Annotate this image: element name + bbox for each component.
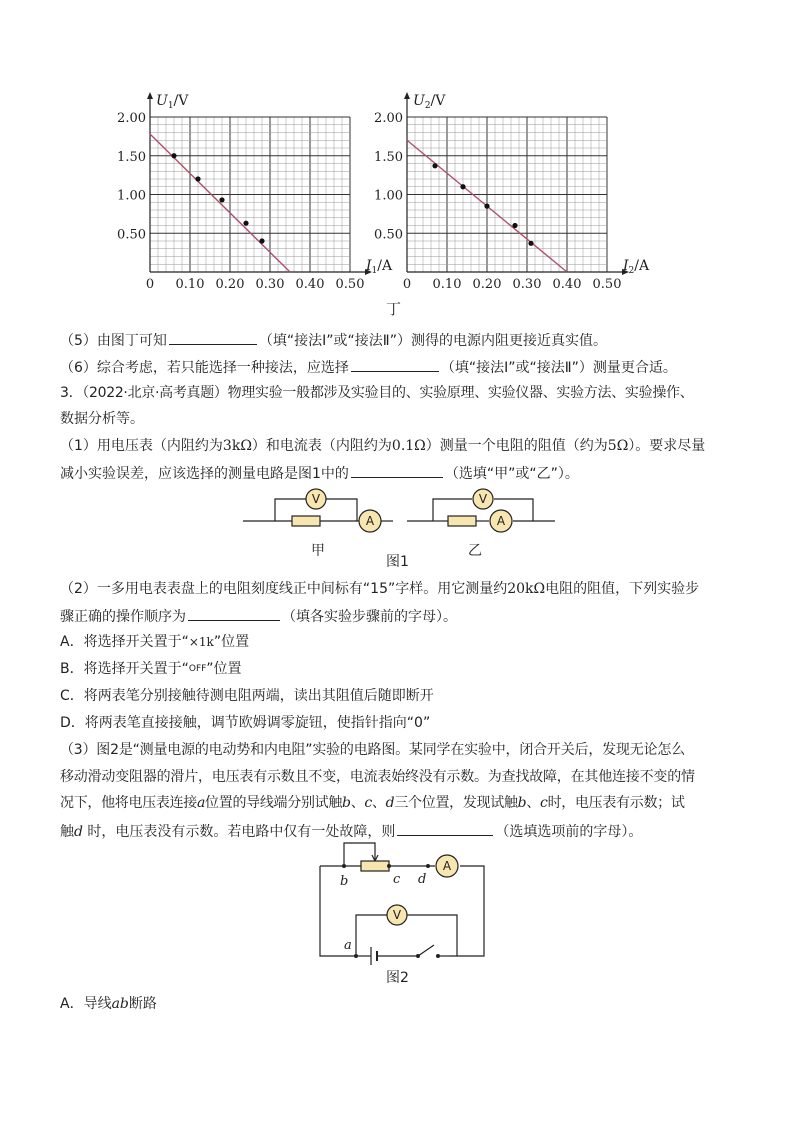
option-b <box>60 659 242 679</box>
right-chart-data-point <box>432 163 437 168</box>
right-chart-xtick-label: 0.10 <box>432 277 462 292</box>
node-a <box>354 954 358 958</box>
left-chart-ytick-label: 1.00 <box>117 188 146 204</box>
p1-resistance-resistor: 5Ω <box>607 438 629 454</box>
var-c: c <box>364 795 372 811</box>
p3-sep-3: 、 <box>526 795 541 811</box>
right-chart-ytick-label: 1.50 <box>374 149 403 165</box>
label-c: c <box>393 872 401 887</box>
option-b-text-a: B．将选择开关置于“ <box>60 661 189 677</box>
q3-part1-line1 <box>60 436 705 456</box>
left-chart-data-point <box>195 176 200 181</box>
label-d: d <box>418 872 427 887</box>
right-chart-xtick-label: 0.50 <box>592 277 622 292</box>
p3-text-c: 三个位置，发现试触 <box>394 795 518 811</box>
left-chart-ytick-label: 2.00 <box>117 111 146 126</box>
left-chart-x-axis-title: $I_1/A$ <box>366 258 393 276</box>
q3-part1-line2 <box>60 462 579 484</box>
q5-answer-blank[interactable] <box>169 329 257 345</box>
left-chart-data-point <box>243 221 248 226</box>
node-d <box>426 864 430 868</box>
left-chart-data-point <box>171 153 176 158</box>
switch-contact <box>436 954 440 958</box>
final-text-a: A．导线 <box>60 996 112 1012</box>
p3-sep-1: 、 <box>350 795 365 811</box>
left-chart-xtick-label: 0.30 <box>255 277 285 292</box>
voltmeter-label-jia: V <box>311 492 321 506</box>
p3-text-a: 况下，他将电压表连接 <box>60 795 197 811</box>
right-chart-ytick-label: 0.50 <box>374 227 403 243</box>
right-chart-xtick-label: 0.30 <box>512 277 542 292</box>
option-c: C．将两表笔分别接触待测电阻两端，读出其阻值后随即断开 <box>60 688 434 704</box>
p2-resistance: 20kΩ <box>507 581 546 597</box>
voltmeter-fig2-label: V <box>392 908 402 922</box>
ammeter-label-jia: A <box>365 514 375 528</box>
p2-text-d: （填各实验步骤前的字母）。 <box>282 609 457 625</box>
figure-2-caption: 图2 <box>386 970 409 986</box>
p1-text-e: 减小实验误差，应该选择的测量电路是图1中的 <box>60 466 349 482</box>
left-chart-xtick-label: 0.40 <box>295 277 325 292</box>
q3-part3-line2: 移动滑动变阻器的滑片，电压表有示数且不变，电流表始终没有示数。为查找故障，在其他连接不变的情 <box>60 769 695 785</box>
q3-part2-line2 <box>60 605 457 627</box>
chart-right-svg <box>365 88 685 298</box>
p1-text-a: （1）用电压表（内阻约为 <box>60 438 223 454</box>
var-d: d <box>385 795 395 811</box>
left-chart-xtick-label: 0.50 <box>335 277 365 292</box>
q6-answer-blank[interactable] <box>351 356 439 372</box>
p3-answer-blank[interactable] <box>397 820 493 836</box>
left-chart-data-point <box>259 238 264 243</box>
left-chart-xtick-label: 0 <box>145 277 155 292</box>
p2-text-a: （2）一多用电表表盘上的电阻刻度线正中间标有“15”字样。用它测量约 <box>60 581 508 597</box>
p1-answer-blank[interactable] <box>351 462 443 478</box>
right-chart-data-point <box>484 204 489 209</box>
resistor-yi <box>448 516 476 526</box>
figure-1-label-yi: 乙 <box>468 543 482 559</box>
q3-part3-line3 <box>60 793 685 813</box>
p3-text-f: 时，电压表没有示数。若电路中仅有一处故障，则 <box>82 824 396 840</box>
right-chart-y-axis-title: $U_2/V$ <box>413 93 446 111</box>
left-chart-xtick-label: 0.10 <box>175 277 205 292</box>
p3-text-e: 触 <box>60 824 74 840</box>
var-d-2: d <box>74 824 83 840</box>
right-chart-xtick-label: 0.40 <box>552 277 582 292</box>
node-b <box>342 864 346 868</box>
final-option-a <box>60 994 157 1014</box>
rheostat <box>361 861 389 871</box>
right-chart-data-point <box>528 241 533 246</box>
p1-resistance-voltmeter: 3kΩ <box>222 438 252 454</box>
var-b: b <box>342 795 351 811</box>
right-chart-ytick-label: 1.00 <box>374 188 403 204</box>
ammeter-fig2-label: A <box>442 859 452 873</box>
voltmeter-label-yi: V <box>478 492 488 506</box>
q3-part3-line1: （3）图2是“测量电源的电动势和内电阻”实验的电路图。某同学在实验中，闭合开关后，发现无论怎么 <box>60 742 685 758</box>
figure-2-circuit <box>310 835 500 965</box>
q3-intro-line1: 3．（2022·北京·高考真题）物理实验一般都涉及实验目的、实验原理、实验仪器、实验方法、实验操作、 <box>60 385 694 401</box>
resistor-jia <box>292 516 320 526</box>
var-c-2: c <box>540 795 548 811</box>
left-chart-ytick-label: 1.50 <box>117 149 146 165</box>
right-chart-x-axis-title: $I_2/A$ <box>623 258 650 276</box>
question-6 <box>60 356 677 378</box>
option-a-text-b: ”位置 <box>213 634 250 650</box>
p1-text-f: （选填“甲”或“乙”）。 <box>444 466 579 482</box>
right-chart-xtick-label: 0.20 <box>472 277 502 292</box>
chart-left-svg <box>110 88 400 298</box>
left-chart-y-axis-title: $U_1/V$ <box>156 93 189 111</box>
p1-text-b: ）和电流表（内阻约为 <box>251 438 392 454</box>
p1-text-d: ）。要求尽量 <box>628 438 706 454</box>
option-b-text-b: ”位置 <box>206 661 242 677</box>
q5-text-a: （5）由图丁可知 <box>60 333 167 349</box>
left-chart-ytick-label: 0.50 <box>117 227 146 243</box>
option-d: D．将两表笔直接接触，调节欧姆调零旋钮，使指针指向“0” <box>60 715 431 731</box>
left-chart-y-arrow <box>147 92 153 99</box>
q6-text-b: （填“接法Ⅰ”或“接法Ⅱ”）测量更合适。 <box>440 360 677 376</box>
right-chart-data-point <box>512 223 517 228</box>
left-chart-data-point <box>219 197 224 202</box>
right-chart-y-arrow <box>404 92 410 99</box>
chart-right <box>365 88 685 298</box>
figure-1-label-jia: 甲 <box>311 543 325 559</box>
p1-resistance-ammeter: 0.1Ω <box>391 438 426 454</box>
figure-1-caption: 图1 <box>386 554 409 570</box>
p3-sep-2: 、 <box>371 795 386 811</box>
ammeter-label-yi: A <box>496 514 506 528</box>
var-a: a <box>197 795 206 811</box>
p2-text-c: 骤正确的操作顺序为 <box>60 609 186 625</box>
p2-text-b: 电阻的阻值，下列实验步 <box>545 581 700 597</box>
q3-intro-line2: 数据分析等。 <box>60 411 144 427</box>
option-a <box>60 632 249 652</box>
chart-caption: 丁 <box>386 300 402 318</box>
option-b-value: OFF <box>188 664 207 674</box>
q5-text-b: （填“接法Ⅰ”或“接法Ⅱ”）测得的电源内阻更接近真实值。 <box>258 333 607 349</box>
right-chart-xtick-label: 0 <box>402 277 412 292</box>
option-a-text-a: A．将选择开关置于“ <box>60 634 189 650</box>
question-5 <box>60 329 607 351</box>
final-text-b: 断路 <box>128 996 157 1012</box>
left-chart-fit-line <box>150 134 290 272</box>
p3-text-d: 时，电压表有示数；试 <box>547 795 685 811</box>
p1-text-c: ）测量一个电阻的阻值（约为 <box>425 438 608 454</box>
final-var: ab <box>111 996 129 1012</box>
var-b-2: b <box>517 795 527 811</box>
switch-pivot <box>416 954 420 958</box>
q6-text-a: （6）综合考虑，若只能选择一种接法，应选择 <box>60 360 349 376</box>
option-a-value: ×1k <box>188 635 214 649</box>
node-c <box>387 864 391 868</box>
q3-part2-line1 <box>60 579 699 599</box>
p3-text-b: 位置的导线端分别试触 <box>205 795 343 811</box>
right-chart-data-point <box>460 184 465 189</box>
label-a: a <box>344 938 352 953</box>
p2-answer-blank[interactable] <box>188 605 280 621</box>
chart-left <box>110 88 400 298</box>
label-b: b <box>340 874 349 889</box>
left-chart-xtick-label: 0.20 <box>215 277 245 292</box>
p3-text-g: （选填选项前的字母）。 <box>495 824 643 840</box>
right-chart-ytick-label: 2.00 <box>374 111 403 126</box>
